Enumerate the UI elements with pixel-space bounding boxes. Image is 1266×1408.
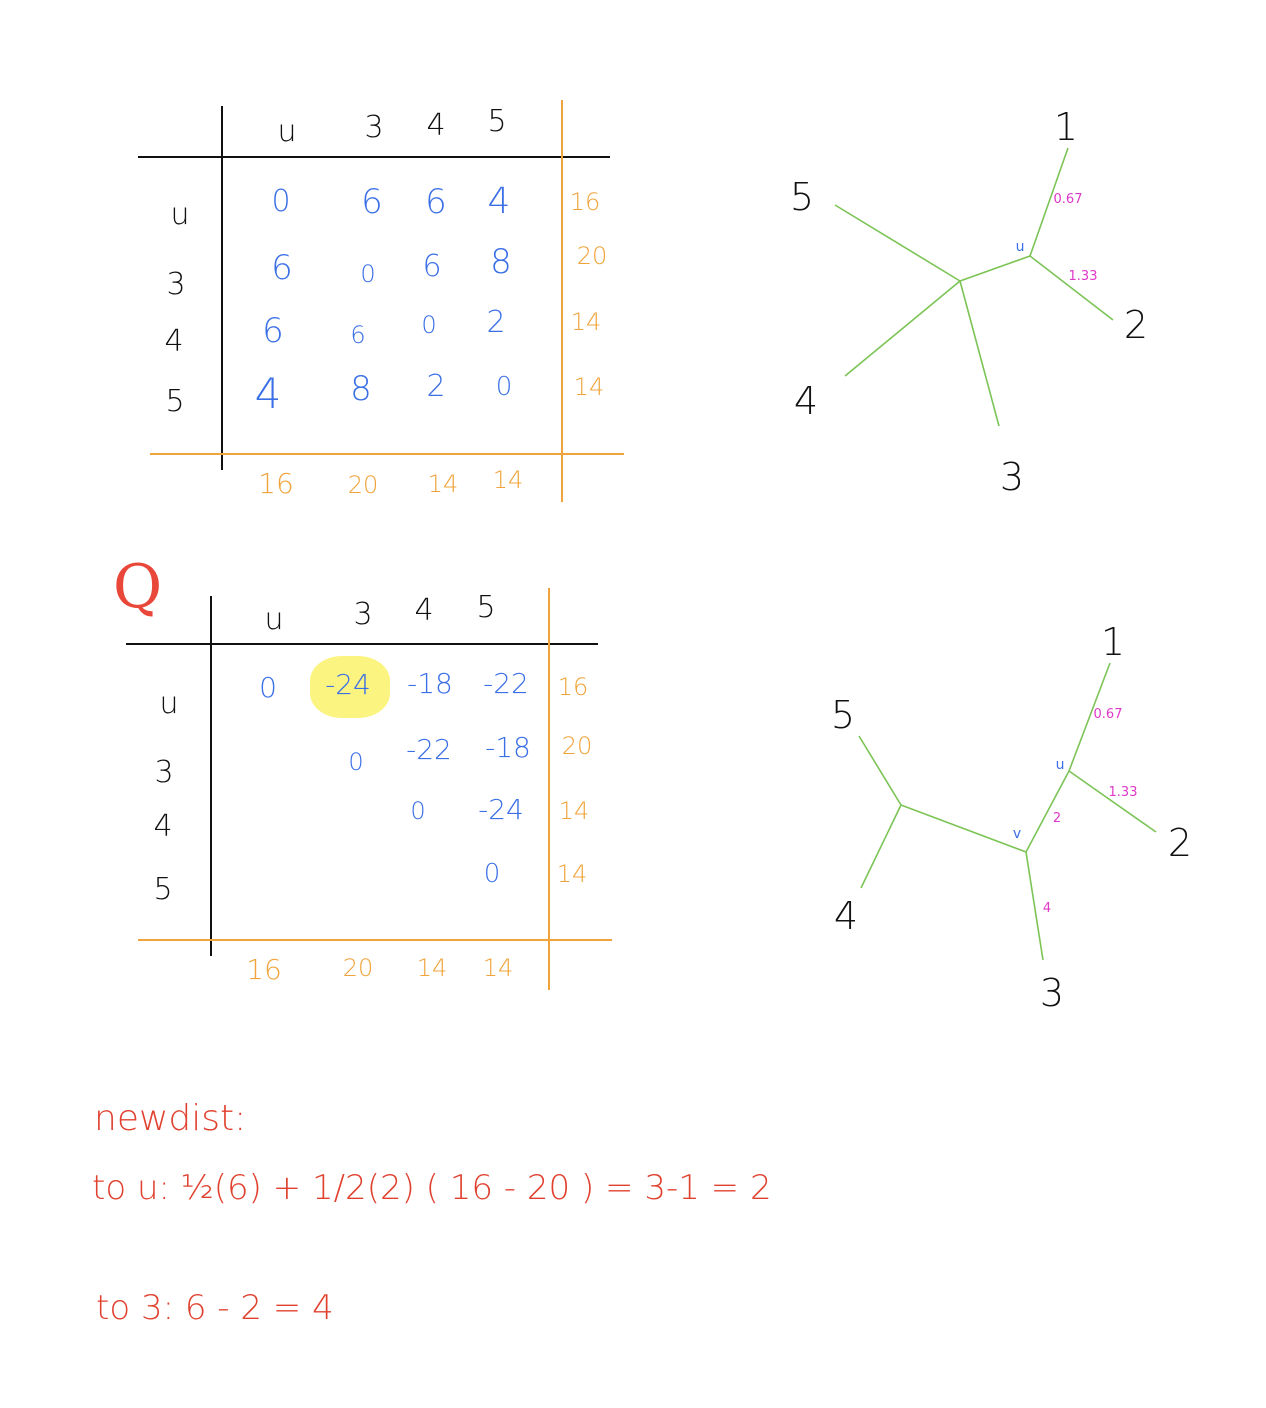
table-cell: -18 (407, 667, 453, 700)
column-header: 4 (414, 593, 434, 628)
notes-line: to 3: 6 - 2 = 4 (96, 1288, 334, 1328)
row-sum: 20 (576, 242, 608, 270)
table-cell: 8 (490, 242, 512, 282)
row-header: 3 (154, 755, 174, 790)
leaf-label: 5 (789, 175, 815, 219)
leaf-label: 4 (793, 379, 819, 423)
column-sum: 20 (347, 471, 379, 499)
leaf-label: 1 (1053, 105, 1079, 149)
internal-node-label: u (1015, 239, 1025, 255)
table-cell: -24 (478, 793, 524, 826)
tree-edge (859, 736, 901, 805)
leaf-label: 4 (833, 894, 859, 938)
table-cell: 6 (271, 248, 293, 288)
column-header: u (264, 602, 284, 637)
tree-edge (1026, 852, 1043, 960)
table-cell: 0 (348, 748, 364, 776)
column-sum: 16 (246, 953, 282, 986)
column-header: 5 (487, 104, 507, 139)
tree-edge (1026, 771, 1069, 852)
table-cell: -22 (483, 667, 529, 700)
leaf-label: 3 (1039, 971, 1065, 1015)
row-sum: 20 (561, 732, 593, 760)
table-cell-highlighted: -24 (325, 668, 371, 701)
row-header: 4 (153, 809, 173, 844)
row-sum: 14 (558, 797, 590, 825)
table-cell: 6 (425, 182, 447, 222)
table-cell: 6 (350, 321, 366, 349)
table-cell: 6 (262, 311, 284, 351)
tree-edge (901, 805, 1026, 852)
column-sum: 14 (492, 466, 524, 494)
row-header: 3 (166, 267, 186, 302)
table-cell: 0 (410, 797, 426, 825)
row-header: 4 (164, 324, 184, 359)
leaf-label: 2 (1123, 303, 1149, 347)
column-header: 3 (364, 110, 384, 145)
column-header: 5 (476, 590, 496, 625)
column-sum: 14 (416, 954, 448, 982)
table-cell: 6 (422, 249, 442, 284)
column-sum: 14 (427, 470, 459, 498)
notes-line: to u: ½(6) + 1/2(2) ( 16 - 20 ) = 3-1 = 2 (92, 1168, 772, 1208)
tree-edge (1069, 771, 1156, 832)
table-cell: -22 (406, 733, 452, 766)
row-header: u (170, 197, 190, 232)
branch-length-label: 1.33 (1068, 269, 1098, 284)
leaf-label: 5 (830, 693, 856, 737)
row-header: 5 (165, 384, 185, 419)
table-cell: 2 (426, 369, 446, 404)
table-cell: 4 (254, 369, 282, 418)
column-header: 3 (353, 597, 373, 632)
row-header: u (159, 686, 179, 721)
row-sum: 14 (570, 308, 602, 336)
branch-length-label: 2 (1052, 811, 1062, 826)
notes-heading: newdist: (94, 1098, 247, 1139)
row-sum: 16 (569, 188, 601, 216)
leaf-label: 3 (999, 455, 1025, 499)
q-table-title: Q (113, 552, 163, 622)
row-header: 5 (153, 872, 173, 907)
table-cell: 0 (421, 311, 437, 339)
row-sum: 14 (556, 860, 588, 888)
column-header: u (277, 114, 297, 149)
table-cell: 0 (483, 859, 501, 889)
branch-length-label: 1.33 (1108, 785, 1138, 800)
table-cell: 8 (350, 369, 372, 409)
table-cell: 0 (360, 260, 376, 288)
table-cell: 2 (486, 305, 506, 340)
tree-edge (861, 805, 901, 888)
table-cell: 0 (259, 671, 277, 704)
branch-length-label: 0.67 (1053, 192, 1083, 207)
column-sum: 16 (258, 467, 294, 500)
branch-length-label: 0.67 (1093, 707, 1123, 722)
branch-length-label: 4 (1042, 901, 1052, 916)
table-cell: 4 (487, 181, 511, 222)
column-header: 4 (426, 108, 446, 143)
row-sum: 14 (573, 373, 605, 401)
column-sum: 14 (482, 954, 514, 982)
internal-node-label: u (1055, 757, 1065, 773)
table-cell: 0 (271, 184, 291, 219)
table-cell: -18 (485, 731, 531, 764)
row-sum: 16 (557, 673, 589, 701)
leaf-label: 2 (1167, 821, 1193, 865)
column-sum: 20 (342, 954, 374, 982)
table-cell: 6 (361, 182, 383, 222)
table-cell: 0 (495, 372, 513, 402)
leaf-label: 1 (1100, 620, 1126, 664)
internal-node-label: v (1012, 826, 1022, 842)
